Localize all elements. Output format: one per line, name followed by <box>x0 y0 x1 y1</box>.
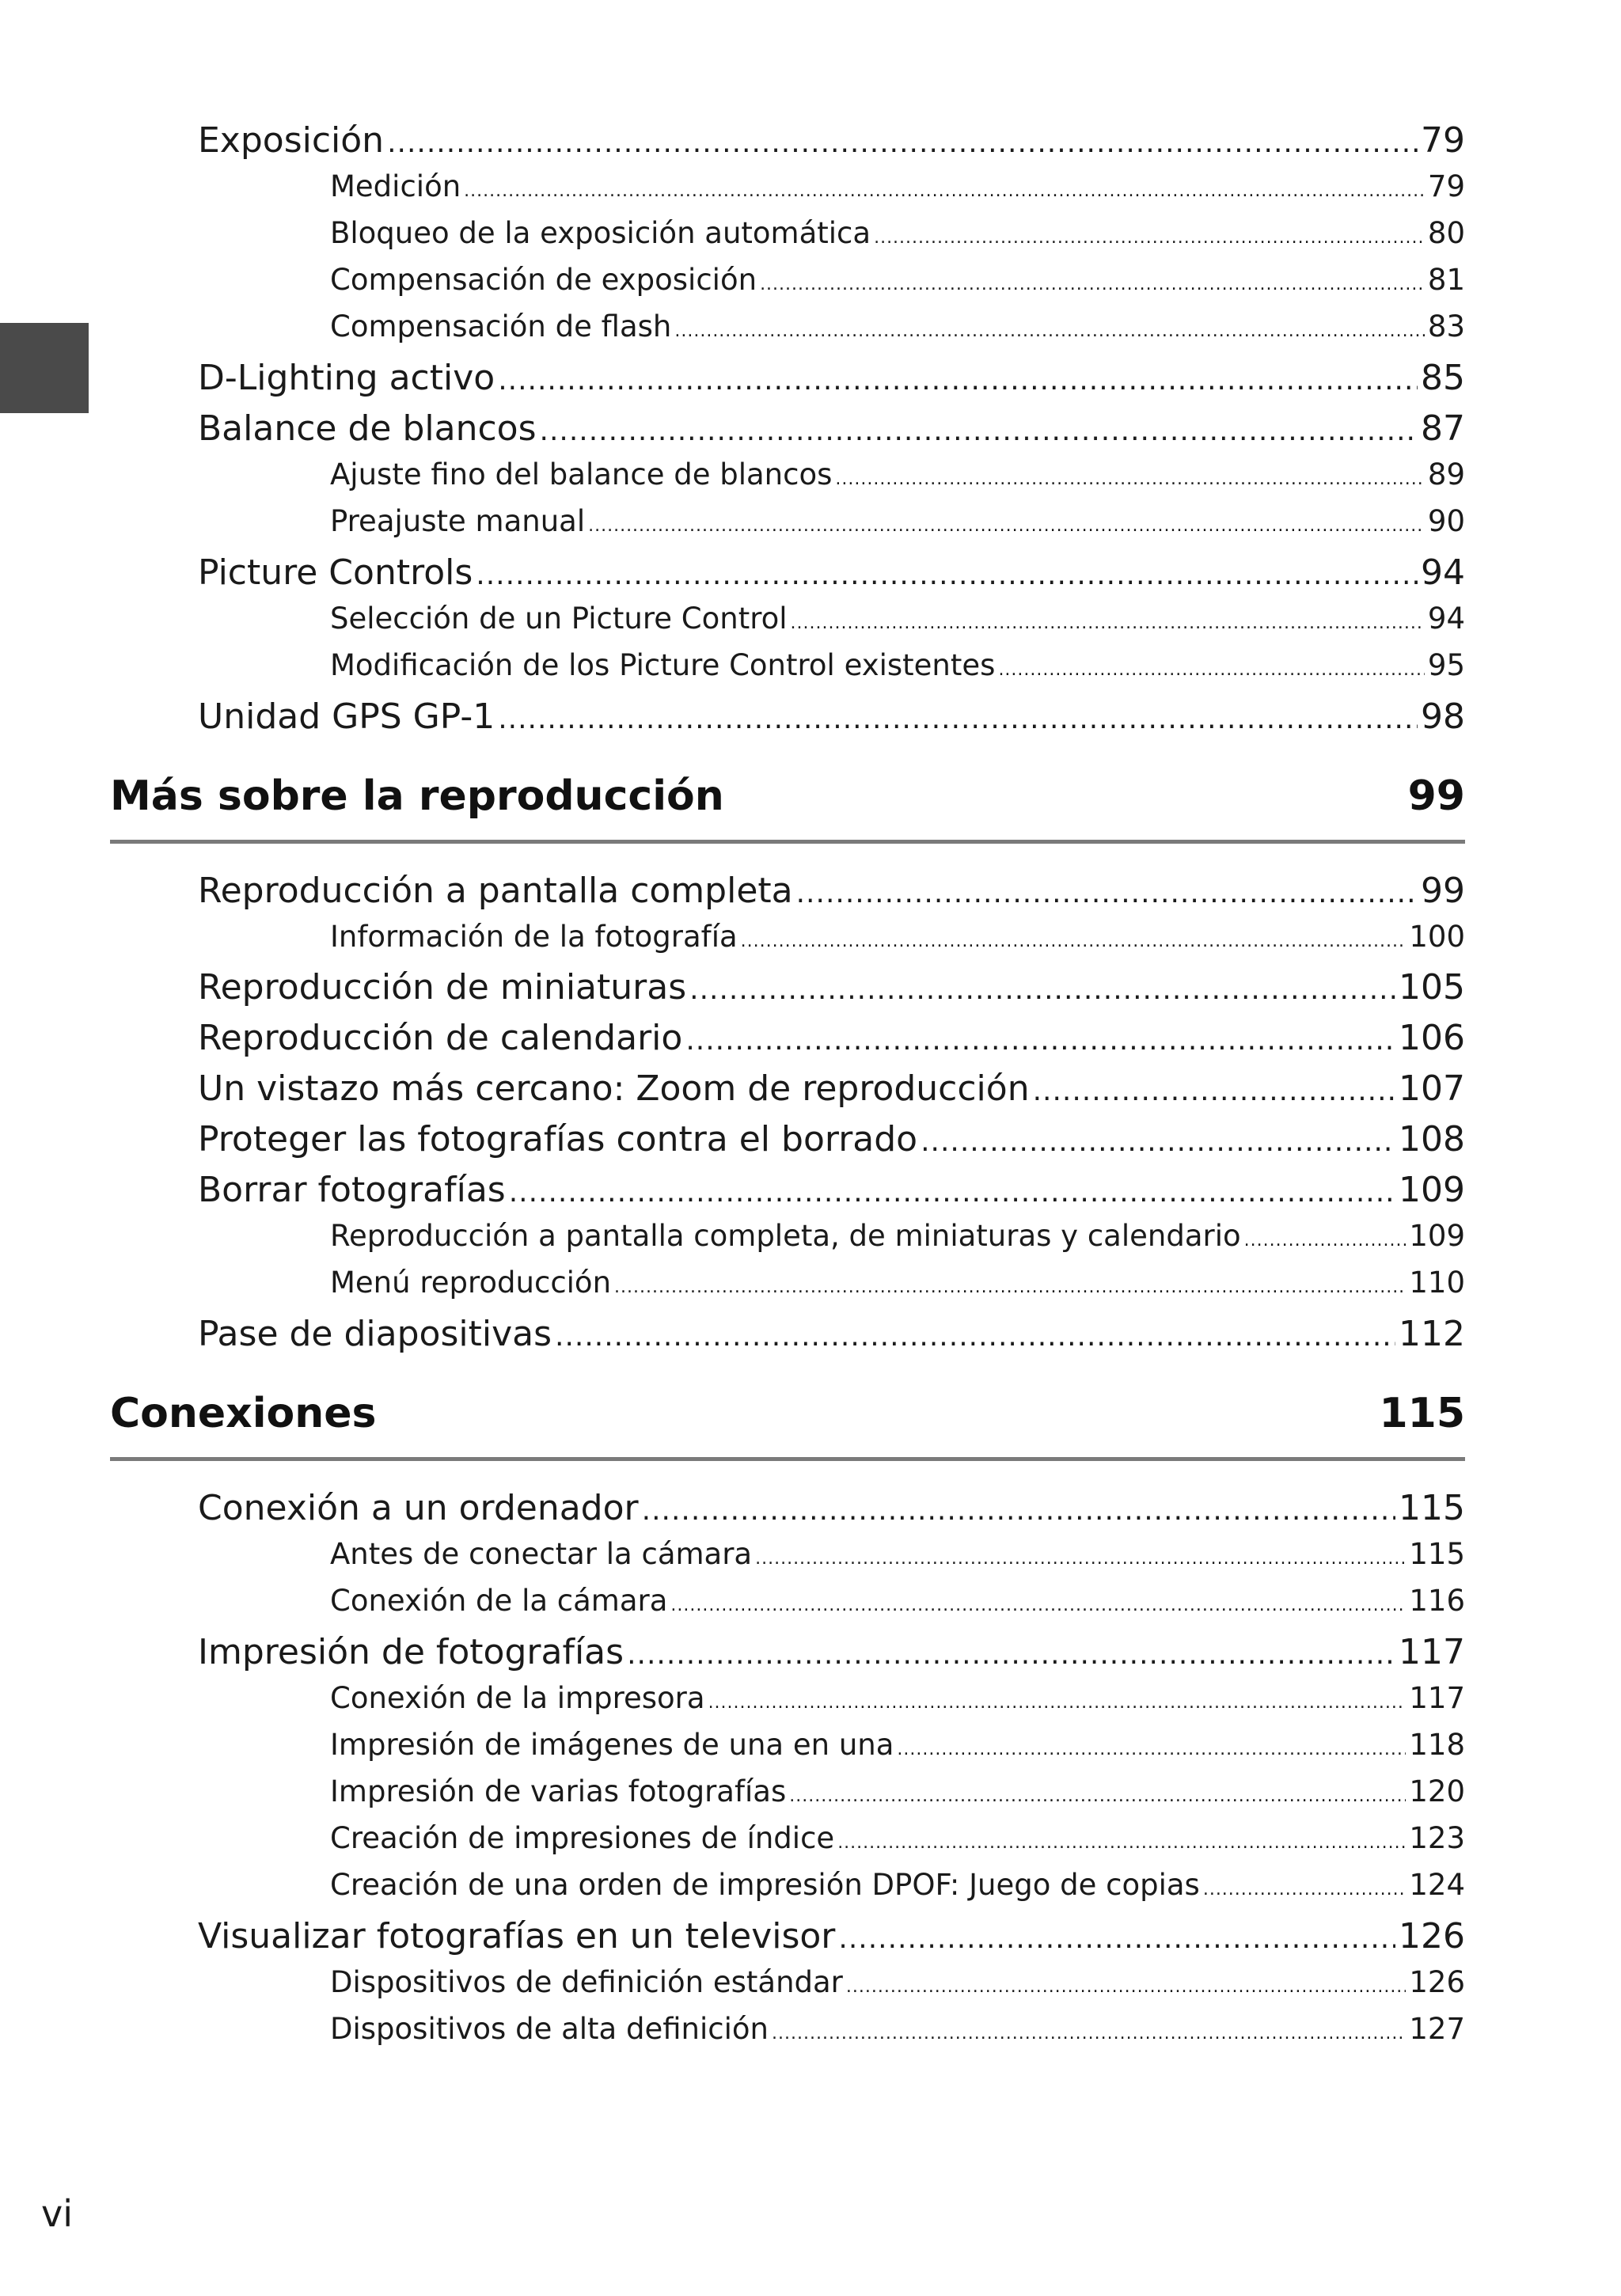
toc-entry-title: Pase de diapositivas <box>198 1314 552 1354</box>
toc-entry-title: Impresión de fotografías <box>198 1632 624 1672</box>
toc-entry-page: 90 <box>1427 504 1465 538</box>
toc-entry-title: Unidad GPS GP-1 <box>198 696 495 737</box>
toc-entry[interactable] <box>198 358 1465 402</box>
toc-subentry[interactable] <box>330 1728 1465 1766</box>
toc-subentry[interactable] <box>330 1219 1465 1257</box>
toc-entry-page: 79 <box>1421 120 1465 161</box>
toc-subentry[interactable] <box>330 920 1465 958</box>
toc-entry-page: 126 <box>1399 1916 1465 1956</box>
toc-subentry[interactable] <box>330 1584 1465 1622</box>
leader-dots <box>897 1728 1406 1762</box>
leader-dots <box>789 1774 1406 1808</box>
toc-entry-title: Impresión de varias fotografías <box>330 1774 787 1808</box>
section-divider <box>110 840 1465 844</box>
toc-subentry[interactable] <box>330 1774 1465 1812</box>
leader-dots <box>387 120 1418 161</box>
leader-dots <box>874 216 1425 250</box>
toc-entry-title: Un vistazo más cercano: Zoom de reproducción <box>198 1068 1030 1109</box>
leader-dots <box>708 1681 1407 1715</box>
toc-subentry[interactable] <box>330 602 1465 639</box>
toc-entry-page: 79 <box>1427 169 1465 203</box>
leader-dots <box>588 504 1425 538</box>
toc-entry-page: 83 <box>1427 309 1465 343</box>
toc-entry-page: 112 <box>1399 1314 1465 1354</box>
toc-entry-page: 115 <box>1399 1488 1465 1528</box>
toc-entry-page: 126 <box>1409 1965 1465 1999</box>
toc-entry-title: Picture Controls <box>198 552 473 593</box>
toc-entry-title: Borrar fotografías <box>198 1170 506 1210</box>
section-page: 99 <box>1407 772 1465 820</box>
toc-entry-page: 99 <box>1421 871 1465 911</box>
leader-dots <box>760 263 1425 297</box>
leader-dots <box>796 871 1418 911</box>
toc-entry-page: 107 <box>1399 1068 1465 1109</box>
leader-dots <box>674 309 1425 343</box>
toc-subentry[interactable] <box>330 1266 1465 1304</box>
leader-dots <box>685 1018 1395 1058</box>
toc-subentry[interactable] <box>330 1821 1465 1859</box>
toc-entry[interactable] <box>198 1314 1465 1358</box>
section-title: Más sobre la reproducción <box>110 772 724 820</box>
toc-entry-page: 110 <box>1409 1266 1465 1300</box>
leader-dots <box>670 1584 1406 1618</box>
toc-entry-page: 108 <box>1399 1119 1465 1159</box>
toc-entry[interactable] <box>198 1018 1465 1062</box>
toc-entry-title: Compensación de flash <box>330 309 672 343</box>
toc-entry-title: D-Lighting activo <box>198 358 495 398</box>
toc-subentry[interactable] <box>330 457 1465 495</box>
leader-dots <box>498 358 1418 398</box>
toc-entry-title: Visualizar fotografías en un televisor <box>198 1916 836 1956</box>
toc-entry-page: 120 <box>1409 1774 1465 1808</box>
toc-entry-title: Selección de un Picture Control <box>330 602 788 636</box>
leader-dots <box>464 169 1425 203</box>
toc-entry-title: Reproducción a pantalla completa, de miniaturas y calendario <box>330 1219 1241 1253</box>
toc-entry-page: 116 <box>1409 1584 1465 1618</box>
toc-subentry[interactable] <box>330 1537 1465 1575</box>
toc-subentry[interactable] <box>330 309 1465 347</box>
leader-dots <box>689 967 1395 1008</box>
toc-entry-page: 95 <box>1427 648 1465 682</box>
leader-dots <box>555 1314 1395 1354</box>
toc-entry-page: 81 <box>1427 263 1465 297</box>
leader-dots <box>509 1170 1395 1210</box>
toc-subentry[interactable] <box>330 1868 1465 1906</box>
toc-entry[interactable] <box>198 1119 1465 1163</box>
toc-entry-page: 85 <box>1421 358 1465 398</box>
toc-subentry[interactable] <box>330 2012 1465 2050</box>
toc-entry-title: Reproducción de calendario <box>198 1018 683 1058</box>
toc-entry-page: 80 <box>1427 216 1465 250</box>
section-heading[interactable] <box>110 772 1465 828</box>
section-title: Conexiones <box>110 1390 377 1437</box>
toc-entry-title: Medición <box>330 169 461 203</box>
toc-entry-title: Modificación de los Picture Control existentes <box>330 648 996 682</box>
leader-dots <box>1203 1868 1407 1902</box>
leader-dots <box>476 552 1418 593</box>
toc-entry-page: 94 <box>1421 552 1465 593</box>
toc-entry-title: Menú reproducción <box>330 1266 612 1300</box>
toc-entry-title: Exposición <box>198 120 385 161</box>
toc-entry-page: 118 <box>1409 1728 1465 1762</box>
toc-entry-title: Ajuste fino del balance de blancos <box>330 457 833 491</box>
toc-entry-title: Información de la fotografía <box>330 920 738 954</box>
toc-entry-title: Bloqueo de la exposición automática <box>330 216 871 250</box>
section-divider <box>110 1457 1465 1461</box>
toc-subentry[interactable] <box>330 1681 1465 1719</box>
leader-dots <box>846 1965 1406 1999</box>
toc-entry-page: 98 <box>1421 696 1465 737</box>
leader-dots <box>835 457 1425 491</box>
toc-subentry[interactable] <box>330 504 1465 542</box>
toc-subentry[interactable] <box>330 216 1465 254</box>
toc-subentry[interactable] <box>330 169 1465 207</box>
leader-dots <box>772 2012 1406 2046</box>
leader-dots <box>921 1119 1395 1159</box>
leader-dots <box>540 408 1418 449</box>
leader-dots <box>998 648 1424 682</box>
toc-entry-page: 87 <box>1421 408 1465 449</box>
leader-dots <box>1244 1219 1407 1253</box>
toc-entry-title: Dispositivos de alta definición <box>330 2012 769 2046</box>
toc-entry[interactable] <box>198 871 1465 915</box>
leader-dots <box>838 1916 1395 1956</box>
toc-entry[interactable] <box>198 1916 1465 1960</box>
toc-entry-title: Preajuste manual <box>330 504 586 538</box>
section-page: 115 <box>1379 1390 1465 1437</box>
leader-dots <box>755 1537 1406 1571</box>
toc-entry-title: Conexión de la impresora <box>330 1681 705 1715</box>
toc-entry[interactable] <box>198 1068 1465 1113</box>
toc-entry-page: 105 <box>1399 967 1465 1008</box>
leader-dots <box>1033 1068 1395 1109</box>
toc-entry[interactable] <box>198 967 1465 1011</box>
toc-entry[interactable] <box>198 1488 1465 1532</box>
toc-entry-page: 106 <box>1399 1018 1465 1058</box>
leader-dots <box>498 696 1418 737</box>
toc-subentry[interactable] <box>330 648 1465 686</box>
toc-entry-title: Reproducción de miniaturas <box>198 967 687 1008</box>
toc-entry-title: Reproducción a pantalla completa <box>198 871 793 911</box>
toc-entry-title: Conexión a un ordenador <box>198 1488 639 1528</box>
toc-entry-title: Balance de blancos <box>198 408 537 449</box>
toc-entry[interactable] <box>198 120 1465 165</box>
toc-subentry[interactable] <box>330 1965 1465 2003</box>
leader-dots <box>837 1821 1406 1855</box>
leader-dots <box>741 920 1407 954</box>
toc-entry[interactable] <box>198 1632 1465 1676</box>
leader-dots <box>791 602 1425 636</box>
toc-entry[interactable] <box>198 696 1465 741</box>
toc-entry[interactable] <box>198 552 1465 597</box>
toc-entry-title: Conexión de la cámara <box>330 1584 668 1618</box>
toc-entry-page: 124 <box>1409 1868 1465 1902</box>
toc-entry-page: 117 <box>1409 1681 1465 1715</box>
toc-entry-page: 109 <box>1399 1170 1465 1210</box>
toc-entry[interactable] <box>198 1170 1465 1214</box>
toc-entry[interactable] <box>198 408 1465 453</box>
toc-entry-page: 123 <box>1409 1821 1465 1855</box>
toc-entry-page: 100 <box>1409 920 1465 954</box>
toc-entry-title: Antes de conectar la cámara <box>330 1537 753 1571</box>
toc-entry-title: Creación de una orden de impresión DPOF: Juego de copias <box>330 1868 1200 1902</box>
section-heading[interactable] <box>110 1390 1465 1445</box>
toc-entry-title: Creación de impresiones de índice <box>330 1821 835 1855</box>
toc-entry-title: Impresión de imágenes de una en una <box>330 1728 894 1762</box>
toc-entry-page: 117 <box>1399 1632 1465 1672</box>
toc-entry-title: Proteger las fotografías contra el borrado <box>198 1119 918 1159</box>
toc-subentry[interactable] <box>330 263 1465 301</box>
toc-entry-page: 89 <box>1427 457 1465 491</box>
leader-dots <box>642 1488 1395 1528</box>
toc-entry-page: 127 <box>1409 2012 1465 2046</box>
toc-entry-page: 115 <box>1409 1537 1465 1571</box>
toc-entry-page: 94 <box>1427 602 1465 636</box>
page-number: vi <box>41 2192 74 2235</box>
leader-dots <box>614 1266 1406 1300</box>
leader-dots <box>627 1632 1395 1672</box>
toc-entry-title: Dispositivos de definición estándar <box>330 1965 843 1999</box>
toc-entry-title: Compensación de exposición <box>330 263 757 297</box>
toc-entry-page: 109 <box>1409 1219 1465 1253</box>
